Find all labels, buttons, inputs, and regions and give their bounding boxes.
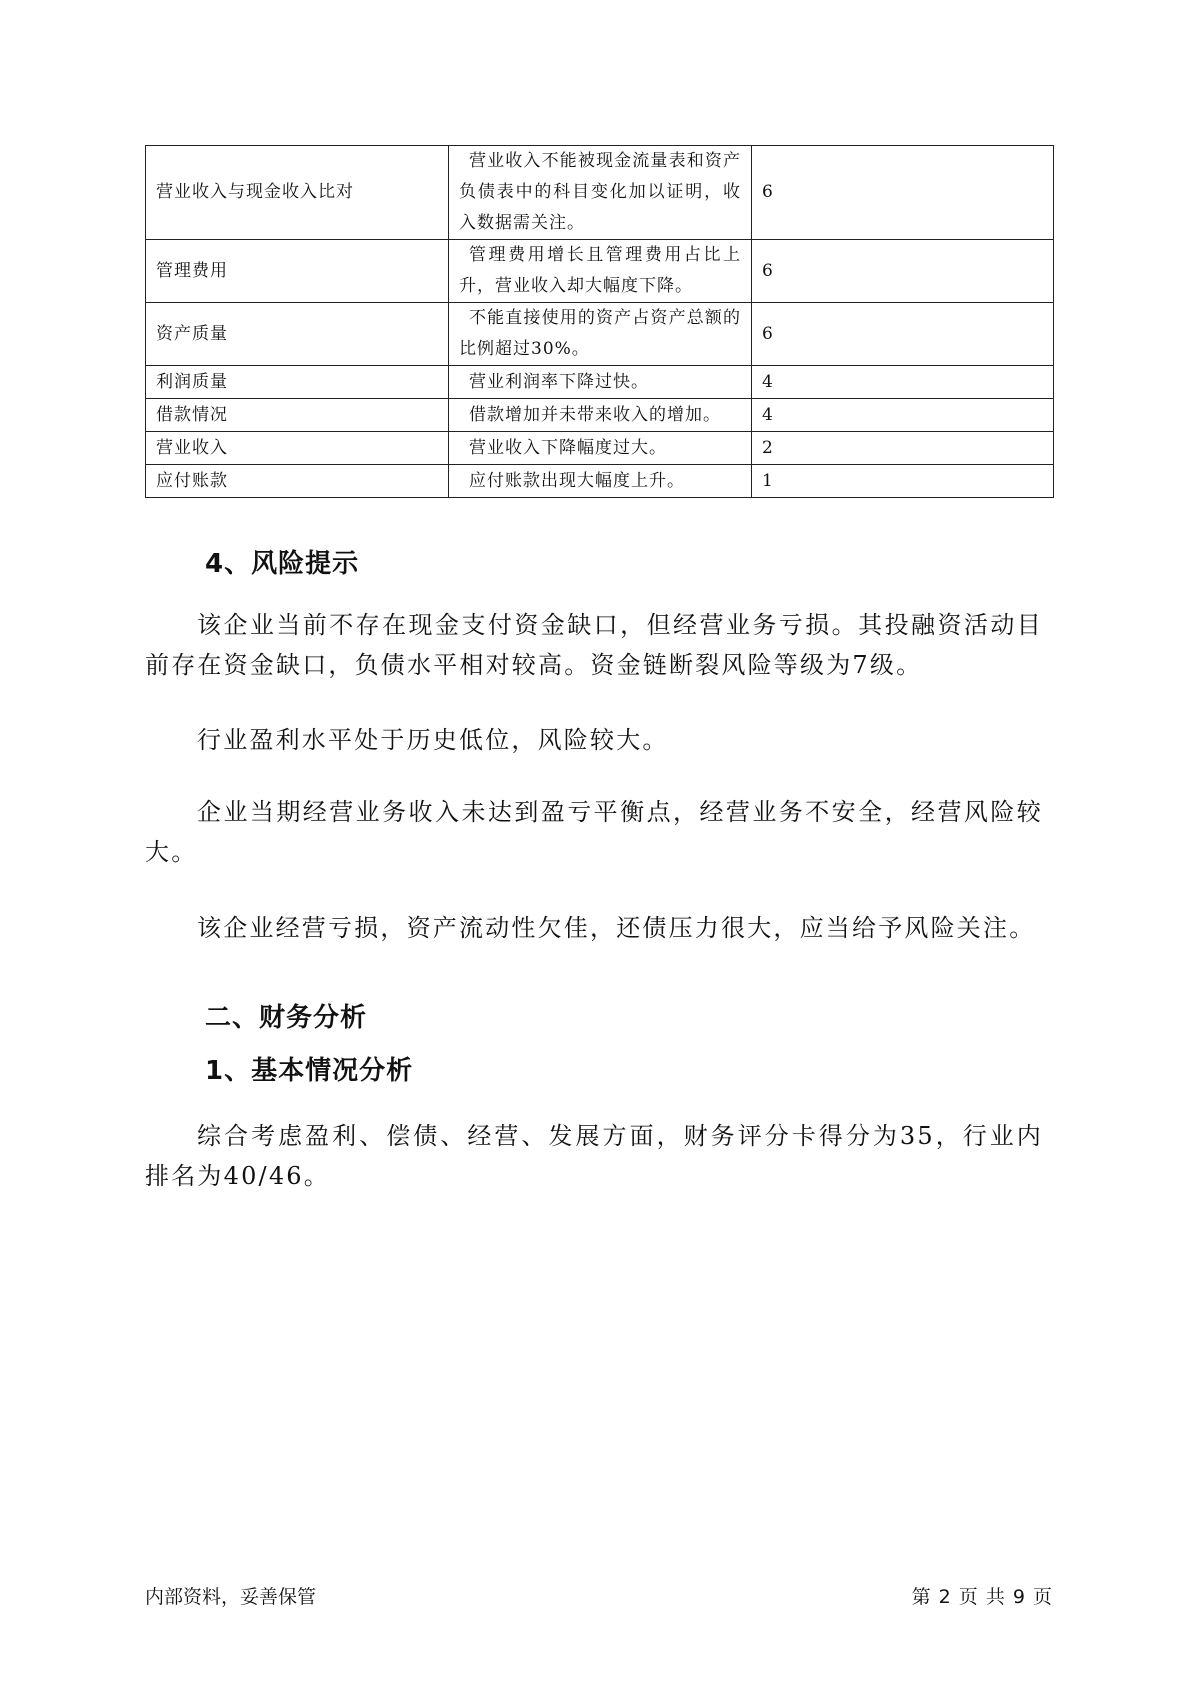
table-cell-score: 4 bbox=[752, 399, 1054, 432]
table-cell-item: 管理费用 bbox=[146, 240, 449, 303]
section-heading-risk: 4、风险提示 bbox=[205, 549, 360, 579]
table-cell-desc: 营业利润率下降过快。 bbox=[449, 366, 752, 399]
table-cell-desc: 营业收入下降幅度过大。 bbox=[449, 432, 752, 465]
table-row bbox=[146, 366, 1054, 399]
table-cell-desc: 管理费用增长且管理费用占比上升，营业收入却大幅度下降。 bbox=[449, 240, 752, 303]
paragraph-risk-4: 该企业经营亏损，资产流动性欠佳，还债压力很大，应当给予风险关注。 bbox=[197, 914, 1036, 942]
table-cell-item: 应付账款 bbox=[146, 465, 449, 498]
footer-page-number: 第 2 页 共 9 页 bbox=[911, 1586, 1053, 1608]
table-row bbox=[146, 465, 1054, 498]
table-cell-score: 6 bbox=[752, 303, 1054, 366]
paragraph-finance-1: 综合考虑盈利、偿债、经营、发展方面，财务评分卡得分为35，行业内排名为40/46。 bbox=[145, 1122, 1043, 1190]
paragraph-risk-2: 行业盈利水平处于历史低位，风险较大。 bbox=[197, 726, 669, 754]
table-cell-item: 借款情况 bbox=[146, 399, 449, 432]
table-row bbox=[146, 432, 1054, 465]
footer-confidential-note: 内部资料，妥善保管 bbox=[145, 1586, 317, 1608]
risk-indicator-table bbox=[145, 145, 1054, 498]
table-cell-desc: 应付账款出现大幅度上升。 bbox=[449, 465, 752, 498]
paragraph-risk-3: 企业当期经营业务收入未达到盈亏平衡点，经营业务不安全，经营风险较大。 bbox=[145, 798, 1043, 866]
table-row bbox=[146, 240, 1054, 303]
subsection-heading-basic: 1、基本情况分析 bbox=[205, 1056, 414, 1086]
table-row bbox=[146, 146, 1054, 240]
table-cell-item: 资产质量 bbox=[146, 303, 449, 366]
table-cell-item: 营业收入 bbox=[146, 432, 449, 465]
section-heading-finance: 二、财务分析 bbox=[205, 1003, 368, 1033]
table-cell-score: 1 bbox=[752, 465, 1054, 498]
table-cell-desc: 借款增加并未带来收入的增加。 bbox=[449, 399, 752, 432]
table-cell-item: 营业收入与现金收入比对 bbox=[146, 146, 449, 240]
table-cell-score: 6 bbox=[752, 146, 1054, 240]
table-cell-desc: 不能直接使用的资产占资产总额的比例超过30%。 bbox=[449, 303, 752, 366]
paragraph-risk-1: 该企业当前不存在现金支付资金缺口，但经营业务亏损。其投融资活动目前存在资金缺口，负债水平相对较高。资金链断裂风险等级为7级。 bbox=[145, 611, 1043, 679]
table-cell-score: 2 bbox=[752, 432, 1054, 465]
table-cell-desc: 营业收入不能被现金流量表和资产负债表中的科目变化加以证明，收入数据需关注。 bbox=[449, 146, 752, 240]
table-cell-score: 4 bbox=[752, 366, 1054, 399]
table-cell-item: 利润质量 bbox=[146, 366, 449, 399]
table-cell-score: 6 bbox=[752, 240, 1054, 303]
table-row bbox=[146, 399, 1054, 432]
table-row bbox=[146, 303, 1054, 366]
